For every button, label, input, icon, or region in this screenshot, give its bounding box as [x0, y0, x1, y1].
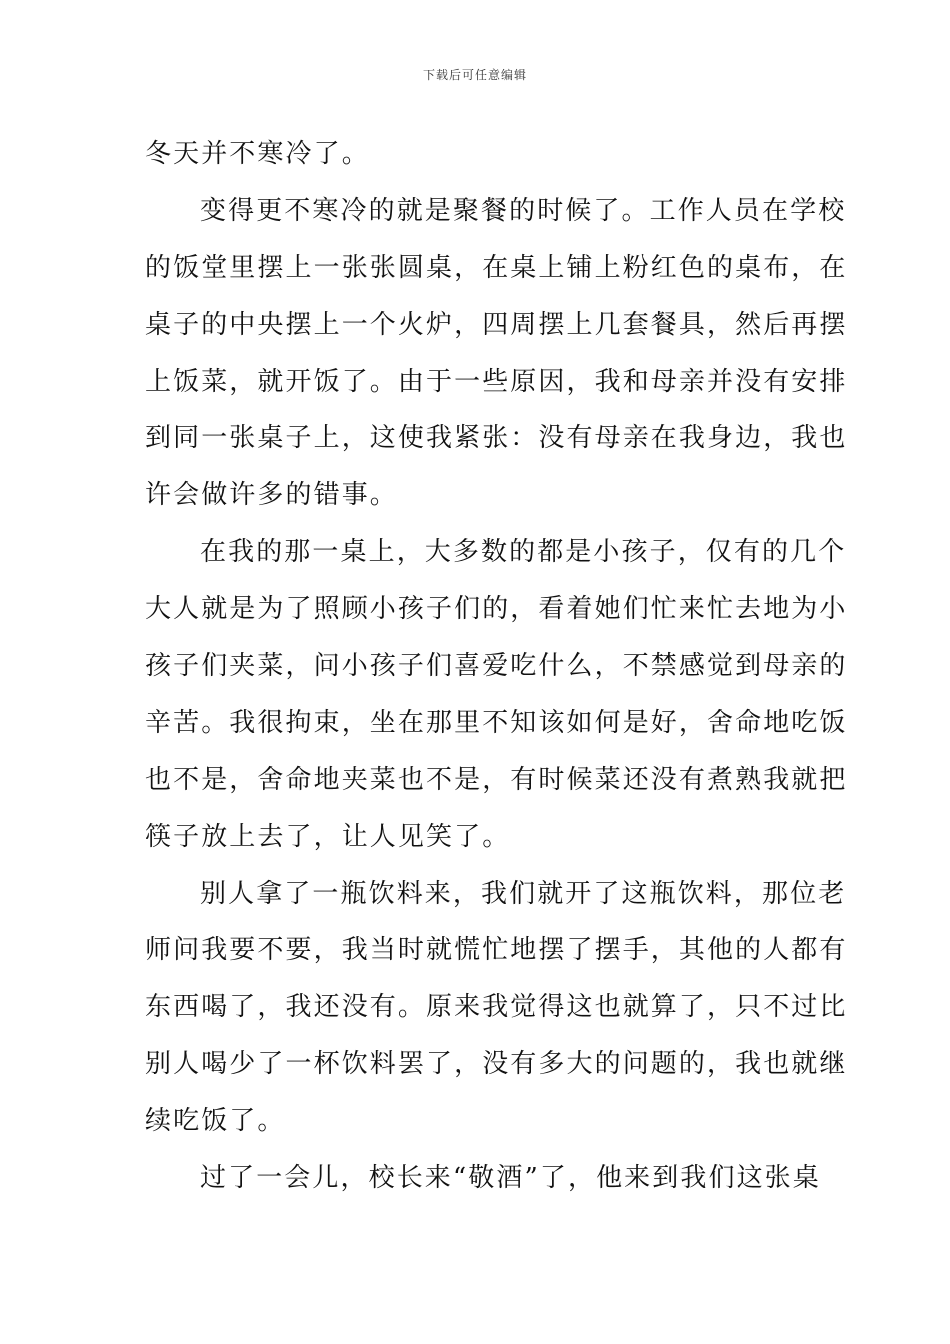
text-line: 桌子的中央摆上一个火炉，四周摆上几套餐具，然后再摆 [145, 309, 848, 340]
text-line: 别人拿了一瓶饮料来，我们就开了这瓶饮料，那位老 [200, 878, 847, 909]
text-line: 上饭菜，就开饭了。由于一些原因，我和母亲并没有安排 [145, 366, 848, 397]
text-line: 在我的那一桌上，大多数的都是小孩子，仅有的几个 [200, 537, 847, 568]
text-line: 过了一会儿，校长来“敬酒”了，他来到我们这张桌 [200, 1163, 821, 1194]
text-line: 大人就是为了照顾小孩子们的，看着她们忙来忙去地为小 [145, 594, 848, 625]
text-line: 续吃饭了。 [145, 1106, 286, 1137]
text-line: 师问我要不要，我当时就慌忙地摆了摆手，其他的人都有 [145, 935, 848, 966]
page-header: 下载后可任意编辑 [422, 68, 527, 82]
text-line: 别人喝少了一杯饮料罢了，没有多大的问题的，我也就继 [145, 1049, 848, 1080]
text-line: 孩子们夹菜，问小孩子们喜爱吃什么，不禁感觉到母亲的 [145, 651, 848, 682]
document-body [145, 126, 848, 1207]
text-line: 筷子放上去了，让人见笑了。 [145, 821, 511, 852]
text-line: 辛苦。我很拘束，坐在那里不知该如何是好，舍命地吃饭 [145, 707, 848, 738]
text-line: 许会做许多的错事。 [145, 480, 398, 511]
text-line: 变得更不寒冷的就是聚餐的时候了。工作人员在学校 [200, 195, 847, 226]
text-line: 到同一张桌子上，这使我紧张：没有母亲在我身边，我也 [145, 423, 848, 454]
text-line: 冬天并不寒冷了。 [145, 139, 370, 169]
text-line: 也不是，舍命地夹菜也不是，有时候菜还没有煮熟我就把 [145, 764, 848, 795]
text-line: 东西喝了，我还没有。原来我觉得这也就算了，只不过比 [145, 992, 848, 1023]
text-line: 的饭堂里摆上一张张圆桌，在桌上铺上粉红色的桌布，在 [145, 252, 848, 283]
